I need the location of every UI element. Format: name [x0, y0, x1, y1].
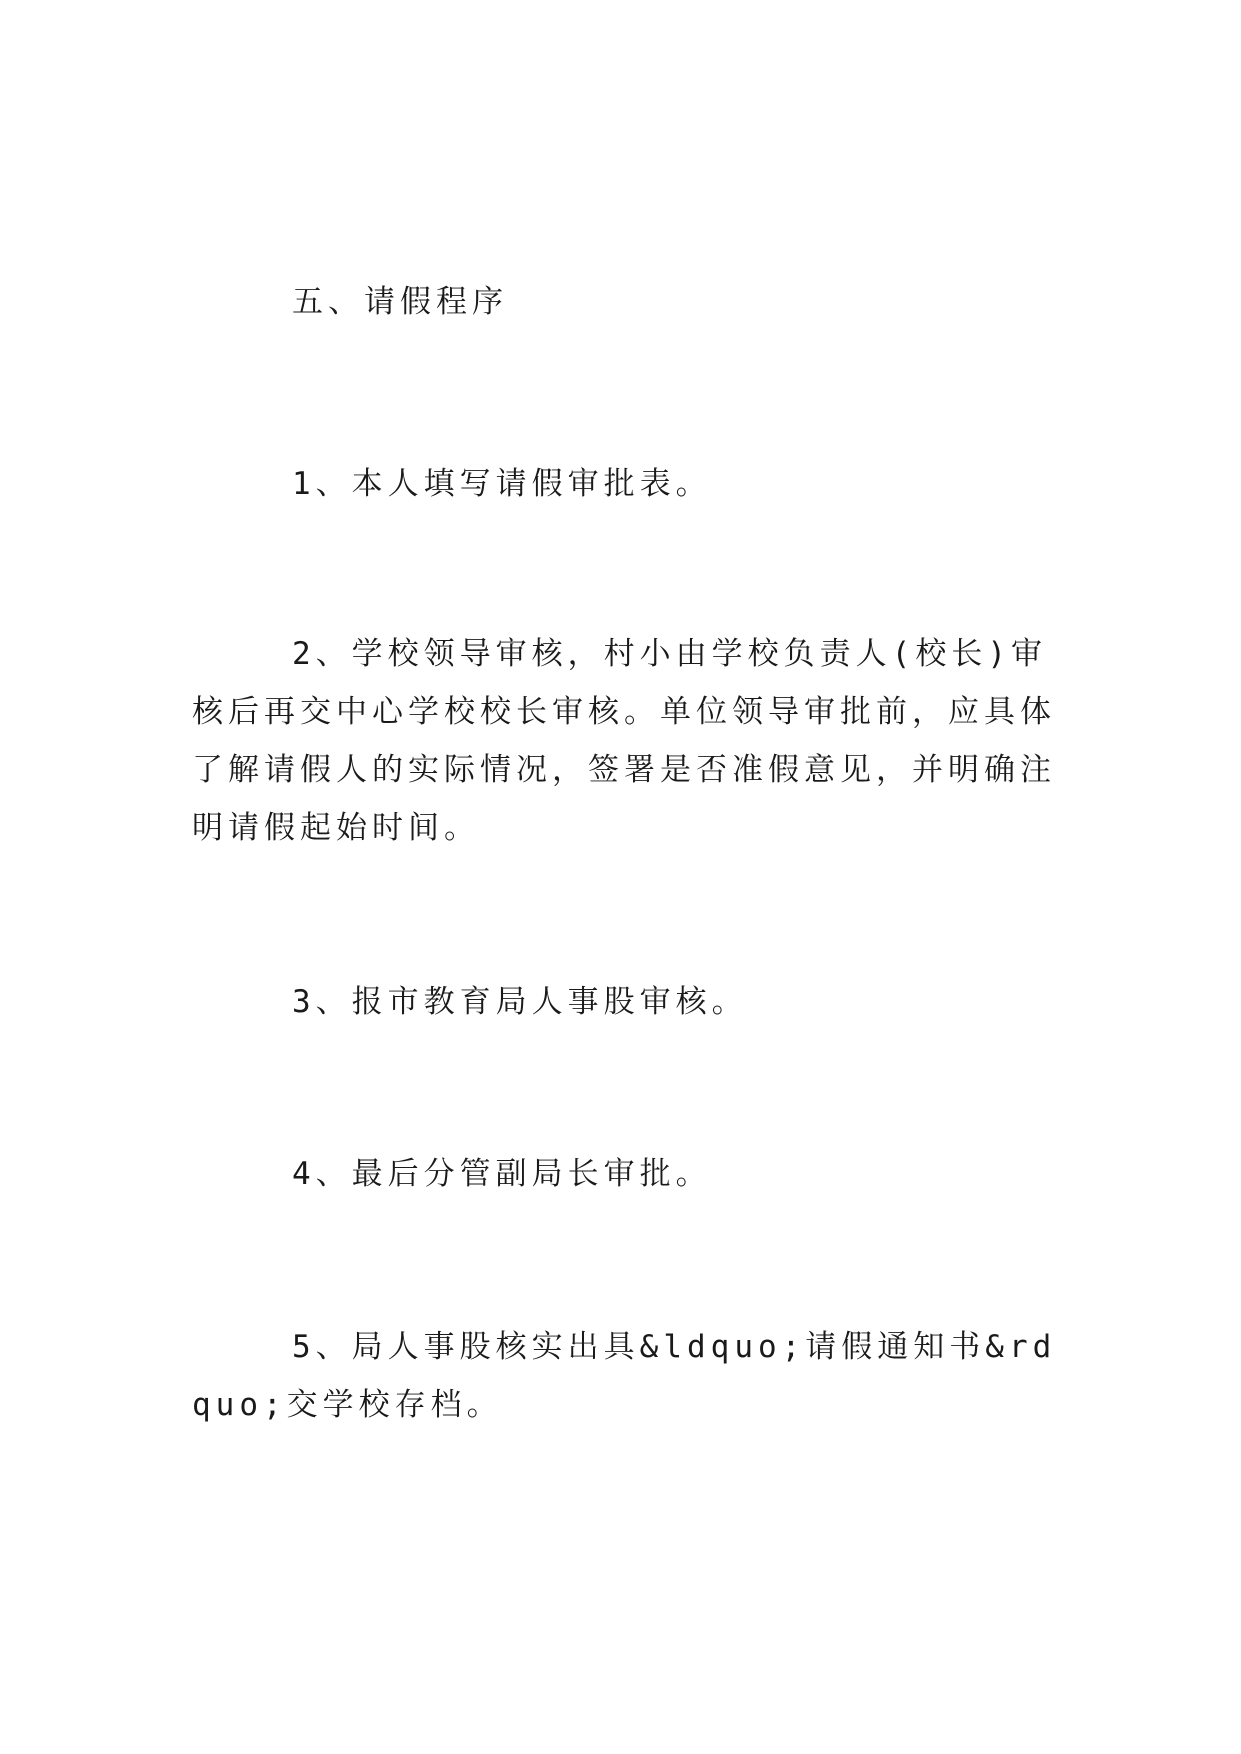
- procedure-step-1: 1、本人填写请假审批表。: [292, 466, 712, 502]
- procedure-step-5: 5、局人事股核实出具&ldquo;请假通知书&rdquo;交学校存档。: [192, 1329, 1057, 1423]
- procedure-step-2: 2、学校领导审核，村小由学校负责人(校长)审核后再交中心学校校长审核。单位领导审批前，应具体了解请假人的实际情况，签署是否准假意见，并明确注明请假起始时间。: [192, 636, 1056, 846]
- procedure-step-4: 4、最后分管副局长审批。: [292, 1156, 712, 1192]
- procedure-step-3: 3、报市教育局人事股审核。: [292, 984, 748, 1020]
- section-heading: 五、请假程序: [292, 284, 508, 320]
